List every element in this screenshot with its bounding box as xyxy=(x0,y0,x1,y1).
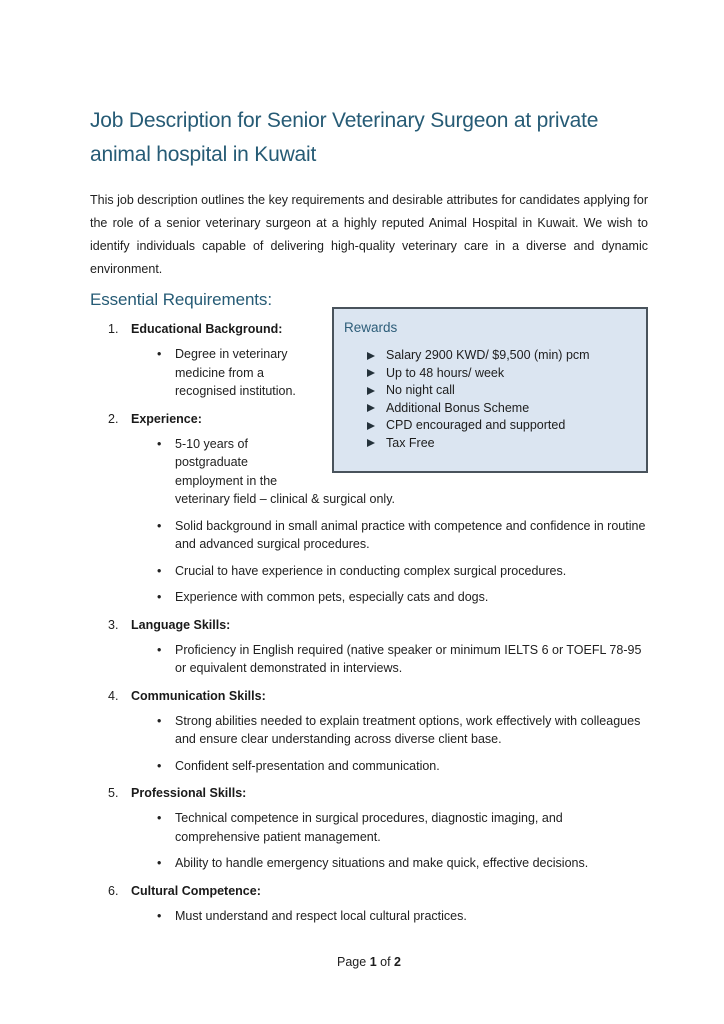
requirement-heading-label: Language Skills: xyxy=(131,617,231,632)
bullet-item-text: Confident self-presentation and communication. xyxy=(175,758,440,773)
page-footer xyxy=(90,953,648,971)
requirement-heading-label: Cultural Competence: xyxy=(131,883,261,898)
page-title-line1: Job Description for Senior Veterinary Surgeon at private xyxy=(90,109,599,132)
requirement-heading xyxy=(108,615,648,635)
requirement-heading-label: Experience: xyxy=(131,411,202,426)
bullet-item-text: Ability to handle emergency situations and make quick, effective decisions. xyxy=(175,856,589,870)
intro-paragraph: This job description outlines the key requirements and desirable attributes for candidates applying for the role of a senior veterinary surgeon at a highly reputed Animal Hospital in Kuwait. We wish to identify individuals capable of delivering high-quality veterinary care in a diverse and dynamic environment. xyxy=(90,193,648,276)
reward-item-label: No night call xyxy=(386,383,455,397)
bullet-item-text: Crucial to have experience in conducting complex surgical procedures. xyxy=(175,563,567,578)
list-number: 6. xyxy=(108,883,119,898)
bullet-item-text: Strong abilities needed to explain treatment options, work effectively with colleagues and ensure clear understanding across diverse client base. xyxy=(175,713,641,746)
bullet-item xyxy=(152,562,648,581)
requirement-heading xyxy=(108,881,648,901)
reward-item-label: Up to 48 hours/ week xyxy=(386,365,505,380)
requirement-heading-label: Professional Skills: xyxy=(131,786,247,800)
requirement-item xyxy=(108,881,648,926)
bullet-item xyxy=(152,854,648,873)
dot-bullet-icon: • xyxy=(157,590,162,604)
bullet-item-text: Proficiency in English required (native speaker or minimum IELTS 6 or TOEFL 78-95 or equivalent demonstrated in interviews. xyxy=(175,642,642,675)
list-number: 2. xyxy=(108,411,119,426)
bullet-item xyxy=(152,435,648,509)
dot-bullet-icon: • xyxy=(157,436,162,451)
dot-bullet-icon: • xyxy=(157,758,162,773)
dot-bullet-icon: • xyxy=(157,642,162,657)
bullet-item-text: Technical competence in surgical procedures, diagnostic imaging, and comprehensive patient management. xyxy=(175,811,563,844)
reward-item-label: Tax Free xyxy=(386,435,435,450)
reward-item xyxy=(366,400,636,418)
list-number: 4. xyxy=(108,688,119,703)
arrow-bullet-icon xyxy=(367,422,375,430)
bullet-item xyxy=(152,907,648,926)
requirement-heading xyxy=(108,783,648,803)
list-number: 5. xyxy=(108,786,119,800)
dot-bullet-icon: • xyxy=(157,713,162,728)
page-title xyxy=(90,104,648,172)
dot-bullet-icon: • xyxy=(157,518,162,533)
requirement-heading-label: Educational Background: xyxy=(131,322,283,336)
bullet-item xyxy=(152,345,648,401)
requirement-item xyxy=(108,686,648,776)
bullet-item xyxy=(152,588,648,607)
requirement-item xyxy=(108,409,648,607)
bullet-item-text: 5-10 years of postgraduate employment in the veterinary field – clinical & surgical only. xyxy=(175,436,396,506)
bullet-item xyxy=(152,517,648,554)
page-title-line2: animal hospital in Kuwait xyxy=(90,143,317,166)
reward-item xyxy=(366,417,636,435)
requirement-item xyxy=(108,783,648,873)
list-number: 1. xyxy=(108,322,119,336)
footer-total-pages: 2 xyxy=(394,955,401,969)
dot-bullet-icon: • xyxy=(157,811,162,825)
bullet-item xyxy=(152,641,648,678)
footer-page-number: 1 xyxy=(369,955,377,969)
bullet-item xyxy=(152,757,648,776)
bullet-item xyxy=(152,712,648,749)
requirement-item xyxy=(108,615,648,678)
requirement-heading-label: Communication Skills: xyxy=(131,688,266,703)
dot-bullet-icon: • xyxy=(157,856,162,870)
requirement-heading xyxy=(108,686,648,706)
dot-bullet-icon: • xyxy=(157,563,162,578)
footer-of-label: of xyxy=(380,955,391,969)
dot-bullet-icon: • xyxy=(157,908,162,923)
list-number: 3. xyxy=(108,617,119,632)
bullet-item-text: Experience with common pets, especially cats and dogs. xyxy=(175,590,489,604)
dot-bullet-icon: • xyxy=(157,347,162,361)
reward-item-label: Additional Bonus Scheme xyxy=(386,400,530,415)
reward-item-label: CPD encouraged and supported xyxy=(386,418,566,432)
bullet-item-text: Must understand and respect local cultural practices. xyxy=(175,908,467,923)
reward-item-label: Salary 2900 KWD/ $9,500 (min) pcm xyxy=(386,348,590,362)
bullet-item xyxy=(152,809,648,846)
bullet-item-text: Solid background in small animal practice with competence and confidence in routine and advanced surgical procedures. xyxy=(175,518,646,551)
section-heading: Essential Requirements: xyxy=(90,290,272,309)
bullet-item-text: Degree in veterinary medicine from a recognised institution. xyxy=(175,347,296,398)
rewards-title: Rewards xyxy=(344,320,398,335)
footer-page-label: Page xyxy=(337,955,367,969)
arrow-bullet-icon xyxy=(367,404,375,412)
